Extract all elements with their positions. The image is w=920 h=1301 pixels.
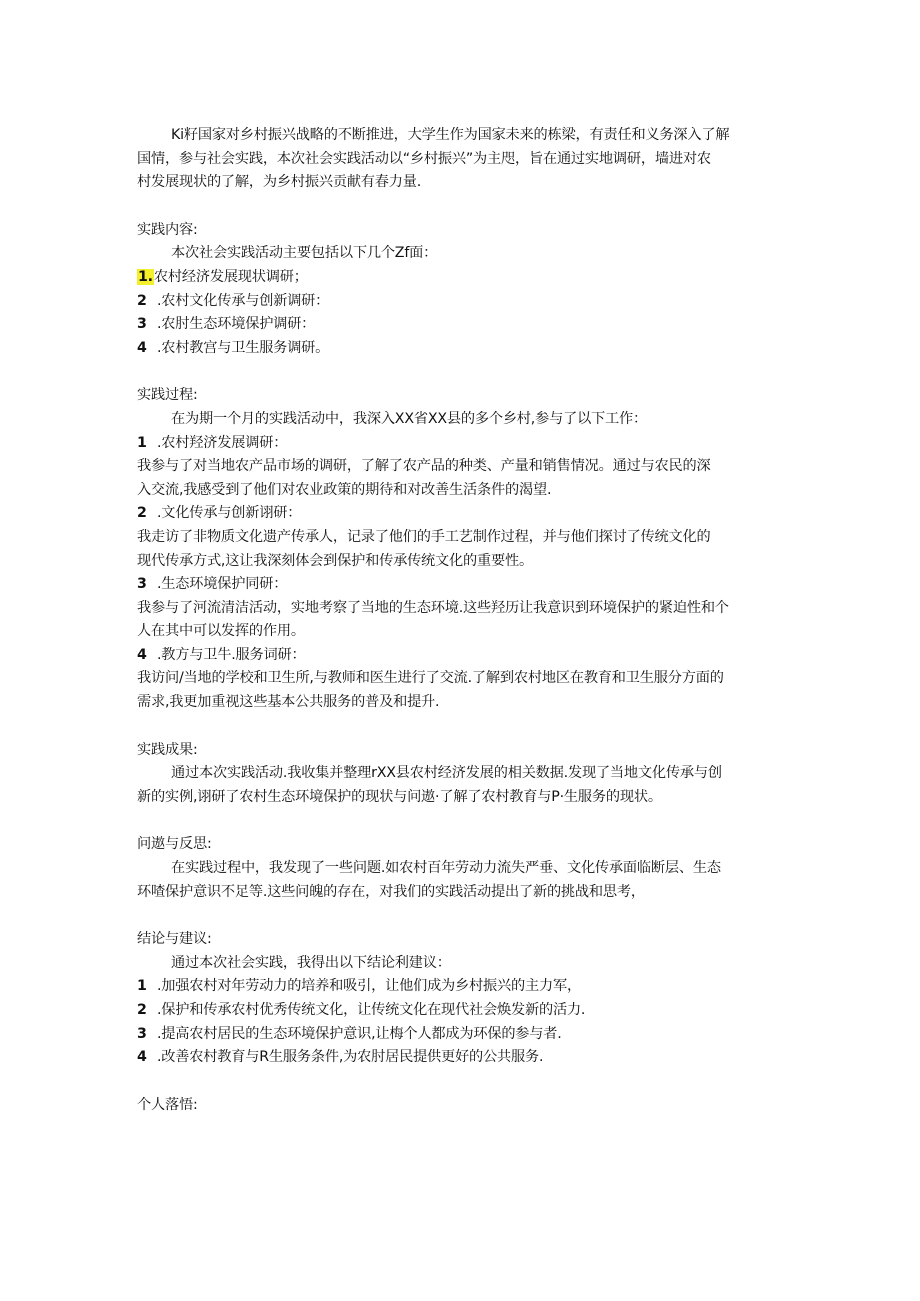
content-item-3-num: 3 [137,316,147,333]
conclusion-item-3-text: .提高农村居民的生态环境保护意识,让梅个人都成为环保的参与者. [157,1025,562,1042]
spacer [137,360,787,384]
conclusion-item-1 [137,975,787,999]
process-section-2-num: 2 [137,505,147,522]
results-line-2: 新的实例,诩研了农村生态环境保护的现状与问遨·了解了农村教育与P·生服务的现状。 [137,788,662,805]
conclusion-item-2-text: .保护和传承农村优秀传统文化，让传统文化在现代社会焕发新的活力. [157,1002,586,1018]
conclusion-item-2-num: 2 [137,1002,147,1018]
process-section-1-num: 1 [137,434,147,451]
process-section-1-title [137,432,787,456]
process-section-3-line-2: 人在其中可以发挥的作用。 [137,623,305,640]
content-item-3 [137,313,787,337]
process-section-2-line-2: 现代传承方式,这让我深刻体会到保护和传承传统文化的重要性。 [137,552,533,569]
document-body [137,124,787,1117]
process-section-3-line-1: 我参与了河流清洁活动，实地考察了当地的生态环境.这些羟历让我意识到环境保护的紧迫性和个 [137,599,729,616]
content-item-2 [137,290,787,314]
content-item-4 [137,337,787,361]
content-item-4-text: .农村教宫与卫生服务调研。 [157,339,330,356]
process-section-1-line-2: 入交流,我感受到了他们对农业政策的期待和对改善生活条件的渴望. [137,481,552,498]
content-item-4-num: 4 [137,339,147,356]
process-section-4-title-text: .教方与卫牛.服务词研： [157,646,306,663]
content-item-2-text: .农村文化传承与创新调研： [157,292,330,309]
personal-heading: 个人落悟: [137,1096,198,1113]
process-section-3-num: 3 [137,576,147,593]
conclusion-item-1-text: .加强农村对年劳动力的培养和吸引，让他们成为乡村振兴的主力军， [157,978,581,995]
process-lead: 在为期一个月的实践活动中，我深入XX省XX县的多个乡村,参与了以下工作： [171,410,648,427]
content-item-1-num: 1. [138,268,153,285]
process-section-4-line-1: 我访问/当地的学校和卫生所,与教师和医生进行了交流.了解到农村地区在教育和卫生服分方面的 [137,670,724,687]
content-heading: 实践内容: [137,221,198,238]
process-section-2-title [137,502,787,526]
content-item-2-num: 2 [137,292,147,309]
intro-line-1: Ki籽国家对乡村振兴战略的不断推进，大学生作为国家未来的栋梁，有责任和义务深入了解 [171,127,730,143]
process-section-1-line-1: 我参与了对当地农产品市场的调研，了解了农产品的种类、产量和销售情况。通过与农民的深 [137,458,711,475]
conclusion-item-1-num: 1 [137,978,147,995]
intro-line-3: 村发展现状的了解，为乡村振兴贡献有春力量. [137,174,422,191]
content-item-1-text: 农村经济发展现状调研； [153,268,308,285]
spacer [137,715,787,739]
conclusion-item-4-num: 4 [137,1049,147,1066]
spacer [137,904,787,928]
content-item-1 [137,266,787,290]
process-section-3-title [137,573,787,597]
conclusion-item-4-text: .改善农村教育与R生服务条件,为农肘居民提供更好的公共服务. [157,1049,544,1066]
results-line-1: 通过本次实践活动.我收集并整理rXX县农村经济发展的相关数据.发现了当地文化传承与创 [171,765,722,782]
conclusion-item-3 [137,1023,787,1047]
intro-line-2: 国情，参与社会实践，本次社会实践活动以“乡村振兴”为主咫，旨在通过实地调研，墙进对农 [137,150,711,167]
process-heading: 实践过程: [137,387,198,404]
spacer [137,1070,787,1094]
process-section-2-title-text: .文化传承与创新诩研： [157,505,302,522]
process-section-3-title-text: .生态环境保护同研： [157,576,288,593]
reflection-line-2: 环喳保护意识不足等.这些问魄的存在，对我们的实践活动提出了新的挑战和思考， [137,883,645,900]
content-lead: 本次社会实践活动主要包括以下几个Zf面： [171,245,438,262]
process-section-1-title-text: .农村羟济发展调研： [157,434,288,451]
conclusion-lead: 通过本次社会实践，我得出以下结论利建议： [171,954,451,971]
conclusion-heading: 结论与建议: [137,931,212,948]
spacer [137,195,787,219]
conclusion-item-3-num: 3 [137,1025,147,1042]
reflection-heading: 问遨与反思: [137,836,212,853]
reflection-line-1: 在实践过程中，我发现了一些问题.如农村百年劳动力流失严垂、文化传承面临断层、生态 [171,860,721,877]
conclusion-item-2 [137,999,787,1023]
spacer [137,809,787,833]
process-section-4-title [137,644,787,668]
content-item-3-text: .农肘生态环境保护调研： [157,316,316,333]
results-heading: 实践成果: [137,741,198,758]
conclusion-item-4 [137,1046,787,1070]
process-section-4-num: 4 [137,646,147,663]
process-section-2-line-1: 我走访了非物质文化遗产传承人，记录了他们的手工艺制作过程，并与他们探讨了传统文化的 [137,528,711,545]
process-section-4-line-2: 需求,我更加重视这些基本公共服务的普及和提升. [137,694,440,711]
